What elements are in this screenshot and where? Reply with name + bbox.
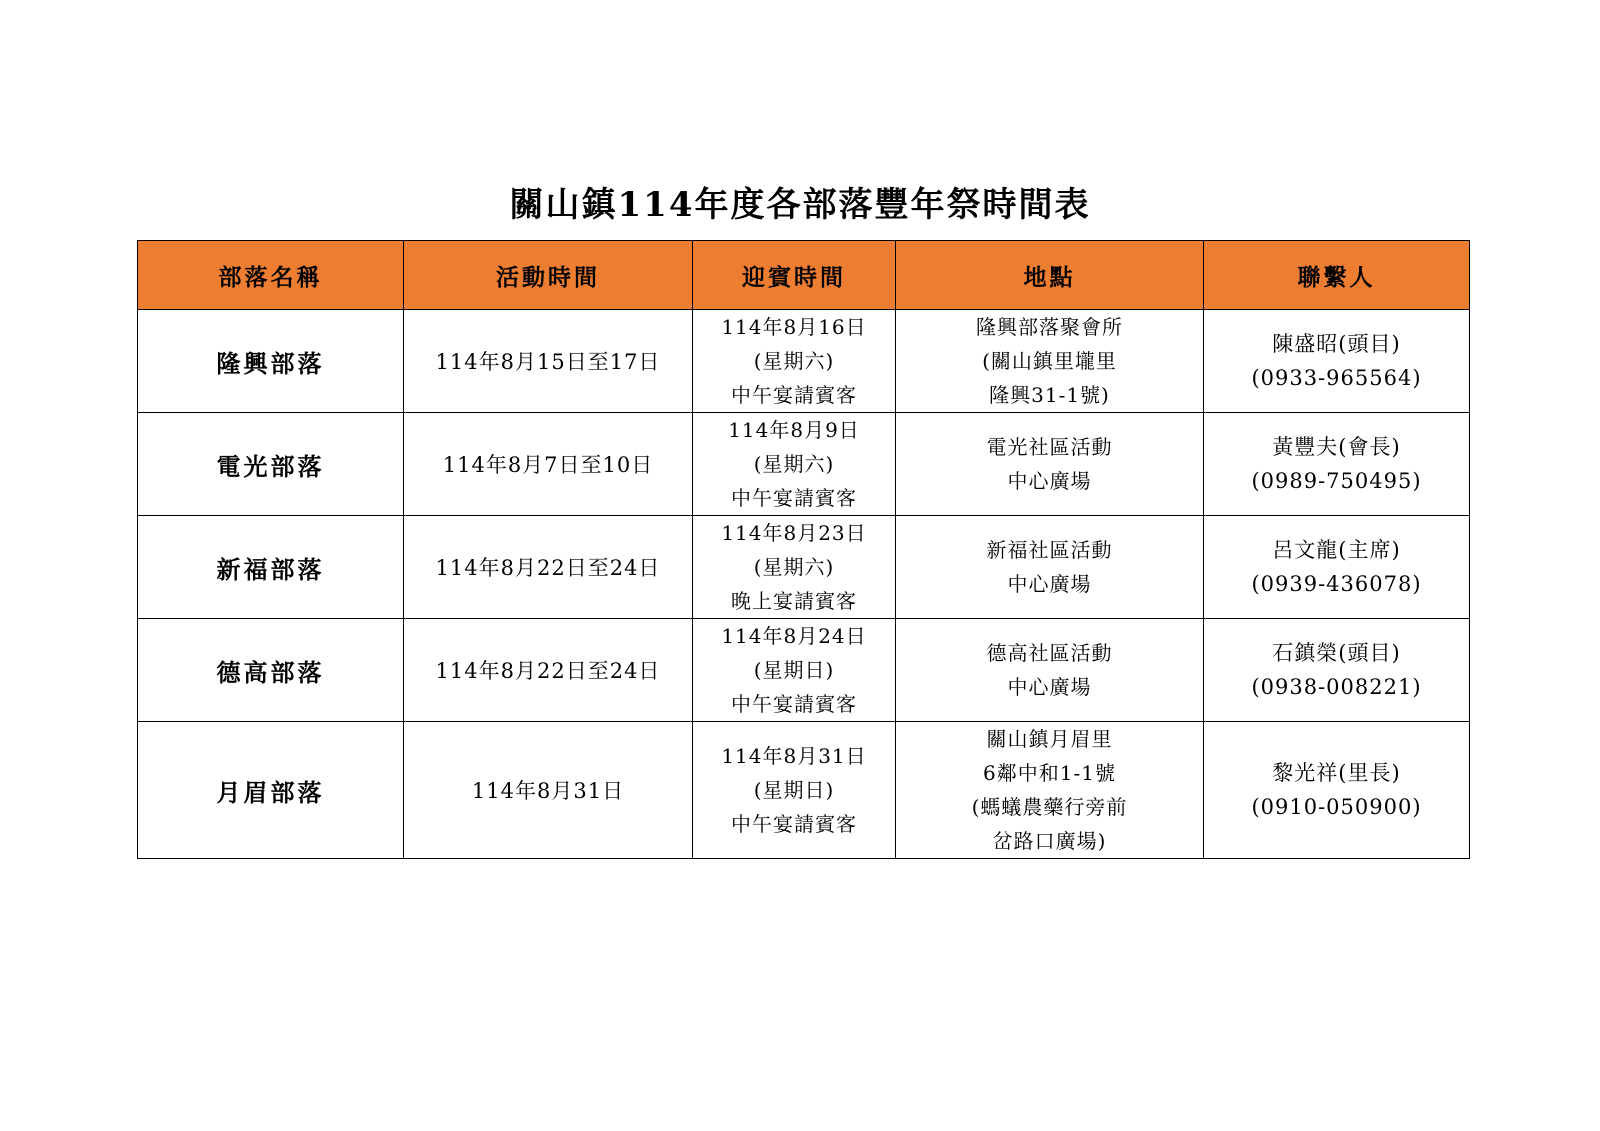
welcome-note: 中午宴請賓客 bbox=[731, 486, 857, 510]
contact-person: 黃豐夫(會長) bbox=[1272, 435, 1401, 459]
contact bbox=[1204, 722, 1470, 859]
welcome-time bbox=[693, 619, 896, 722]
welcome-date: 114年8月16日 bbox=[721, 315, 867, 339]
header-location: 地點 bbox=[896, 241, 1204, 310]
location-line: 中心廣場 bbox=[1007, 572, 1092, 596]
activity-time: 114年8月22日至24日 bbox=[404, 619, 693, 722]
table-row bbox=[138, 310, 1470, 413]
tribe-name: 月眉部落 bbox=[138, 722, 404, 859]
contact-person: 石鎮榮(頭目) bbox=[1272, 641, 1401, 665]
table-row bbox=[138, 722, 1470, 859]
location bbox=[896, 516, 1204, 619]
contact-phone: (0910-050900) bbox=[1251, 795, 1422, 819]
location bbox=[896, 413, 1204, 516]
contact-person: 呂文龍(主席) bbox=[1272, 538, 1401, 562]
welcome-note: 中午宴請賓客 bbox=[731, 383, 857, 407]
location bbox=[896, 619, 1204, 722]
contact-person: 陳盛昭(頭目) bbox=[1272, 332, 1401, 356]
table-row bbox=[138, 619, 1470, 722]
schedule-table bbox=[137, 240, 1470, 859]
activity-time: 114年8月31日 bbox=[404, 722, 693, 859]
location-line: 關山鎮月眉里 bbox=[986, 727, 1113, 751]
contact bbox=[1204, 413, 1470, 516]
location-line: 隆興31-1號) bbox=[989, 383, 1110, 407]
contact bbox=[1204, 516, 1470, 619]
welcome-date: 114年8月23日 bbox=[721, 521, 867, 545]
table-row bbox=[138, 413, 1470, 516]
welcome-note: 中午宴請賓客 bbox=[731, 692, 857, 716]
location-line: 中心廣場 bbox=[1007, 675, 1092, 699]
location bbox=[896, 722, 1204, 859]
welcome-time bbox=[693, 413, 896, 516]
contact bbox=[1204, 619, 1470, 722]
welcome-time bbox=[693, 516, 896, 619]
activity-time: 114年8月22日至24日 bbox=[404, 516, 693, 619]
page-title: 關山鎮114年度各部落豐年祭時間表 bbox=[509, 185, 1091, 225]
contact-phone: (0989-750495) bbox=[1251, 469, 1422, 493]
welcome-time bbox=[693, 722, 896, 859]
table-header-row bbox=[138, 241, 1470, 310]
contact-phone: (0939-436078) bbox=[1251, 572, 1422, 596]
activity-time: 114年8月15日至17日 bbox=[404, 310, 693, 413]
location-line: 德高社區活動 bbox=[986, 641, 1113, 665]
location bbox=[896, 310, 1204, 413]
location-line: 中心廣場 bbox=[1007, 469, 1092, 493]
welcome-weekday: (星期六) bbox=[753, 349, 835, 373]
location-line: 新福社區活動 bbox=[986, 538, 1113, 562]
welcome-weekday: (星期日) bbox=[753, 658, 835, 682]
welcome-note: 晚上宴請賓客 bbox=[731, 589, 857, 613]
welcome-weekday: (星期日) bbox=[753, 778, 835, 802]
tribe-name: 新福部落 bbox=[138, 516, 404, 619]
location-line: 岔路口廣場) bbox=[992, 829, 1107, 853]
contact-phone: (0933-965564) bbox=[1251, 366, 1422, 390]
contact bbox=[1204, 310, 1470, 413]
welcome-date: 114年8月9日 bbox=[728, 418, 860, 442]
location-line: (關山鎮里壠里 bbox=[982, 349, 1117, 373]
tribe-name: 隆興部落 bbox=[138, 310, 404, 413]
tribe-name: 電光部落 bbox=[138, 413, 404, 516]
header-tribe-name: 部落名稱 bbox=[138, 241, 404, 310]
location-line: (螞蟻農藥行旁前 bbox=[971, 795, 1128, 819]
header-welcome-time: 迎賓時間 bbox=[693, 241, 896, 310]
welcome-date: 114年8月24日 bbox=[721, 624, 867, 648]
table-row bbox=[138, 516, 1470, 619]
welcome-date: 114年8月31日 bbox=[721, 744, 867, 768]
welcome-weekday: (星期六) bbox=[753, 555, 835, 579]
activity-time: 114年8月7日至10日 bbox=[404, 413, 693, 516]
contact-phone: (0938-008221) bbox=[1251, 675, 1422, 699]
location-line: 6鄰中和1-1號 bbox=[983, 761, 1116, 785]
header-activity-time: 活動時間 bbox=[404, 241, 693, 310]
contact-person: 黎光祥(里長) bbox=[1272, 761, 1401, 785]
location-line: 隆興部落聚會所 bbox=[976, 315, 1123, 339]
welcome-note: 中午宴請賓客 bbox=[731, 812, 857, 836]
welcome-time bbox=[693, 310, 896, 413]
header-contact: 聯繫人 bbox=[1204, 241, 1470, 310]
location-line: 電光社區活動 bbox=[986, 435, 1113, 459]
welcome-weekday: (星期六) bbox=[753, 452, 835, 476]
tribe-name: 德高部落 bbox=[138, 619, 404, 722]
